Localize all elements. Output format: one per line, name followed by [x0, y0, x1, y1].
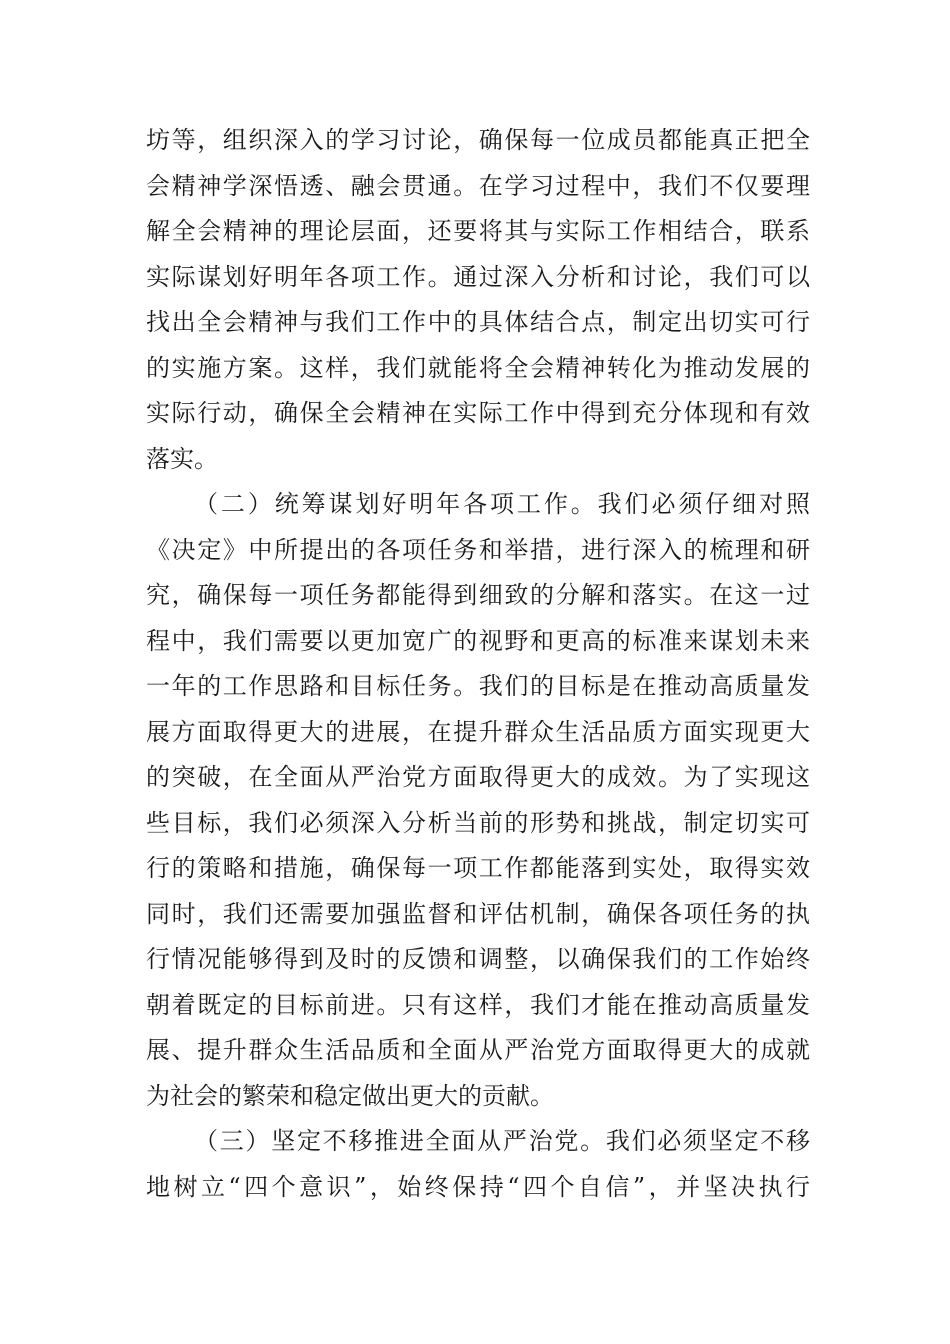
text-line: 解全会精神的理论层面，还要将其与实际工作相结合，联系	[146, 217, 810, 245]
text-line: 究，确保每一项任务都能得到细致的分解和落实。在这一过	[146, 581, 810, 609]
text-line: 的突破，在全面从严治党方面取得更大的成效。为了实现这	[146, 763, 810, 791]
text-line: 实际谋划好明年各项工作。通过深入分析和讨论，我们可以	[146, 262, 810, 291]
text-line: 的实施方案。这样，我们就能将全会精神转化为推动发展的	[146, 353, 810, 382]
text-line: 朝着既定的目标前进。只有这样，我们才能在推动高质量发	[146, 990, 810, 1019]
text-line: 展方面取得更大的进展，在提升群众生活品质方面实现更大	[146, 717, 810, 746]
text-line: 地树立“四个意识”，始终保持“四个自信”，并坚决执行	[146, 1172, 810, 1201]
text-line: 《决定》中所提出的各项任务和举措，进行深入的梳理和研	[146, 535, 810, 564]
text-line: 落实。	[146, 444, 218, 473]
text-line: 程中，我们需要以更加宽广的视野和更高的标准来谋划未来	[146, 626, 810, 655]
text-line: 一年的工作思路和目标任务。我们的目标是在推动高质量发	[146, 672, 810, 700]
section-heading-line: （二）统筹谋划好明年各项工作。我们必须仔细对照	[194, 490, 810, 518]
text-line: 找出全会精神与我们工作中的具体结合点，制定出切实可行	[146, 308, 810, 336]
text-line: 同时，我们还需要加强监督和评估机制，确保各项任务的执	[146, 899, 810, 928]
section-heading-line: （三）坚定不移推进全面从严治党。我们必须坚定不移	[194, 1127, 810, 1155]
text-line: 行的策略和措施，确保每一项工作都能落到实处，取得实效	[146, 854, 810, 882]
body-text	[146, 118, 810, 1210]
text-line: 坊等，组织深入的学习讨论，确保每一位成员都能真正把全	[146, 126, 810, 154]
text-line: 为社会的繁荣和稳定做出更大的贡献。	[146, 1081, 554, 1110]
text-line: 会精神学深悟透、融会贯通。在学习过程中，我们不仅要理	[146, 171, 810, 200]
text-line: 行情况能够得到及时的反馈和调整，以确保我们的工作始终	[146, 945, 810, 973]
text-line: 展、提升群众生活品质和全面从严治党方面取得更大的成就	[146, 1036, 810, 1064]
text-line: 实际行动，确保全会精神在实际工作中得到充分体现和有效	[146, 399, 810, 427]
text-line: 些目标，我们必须深入分析当前的形势和挑战，制定切实可	[146, 808, 810, 837]
